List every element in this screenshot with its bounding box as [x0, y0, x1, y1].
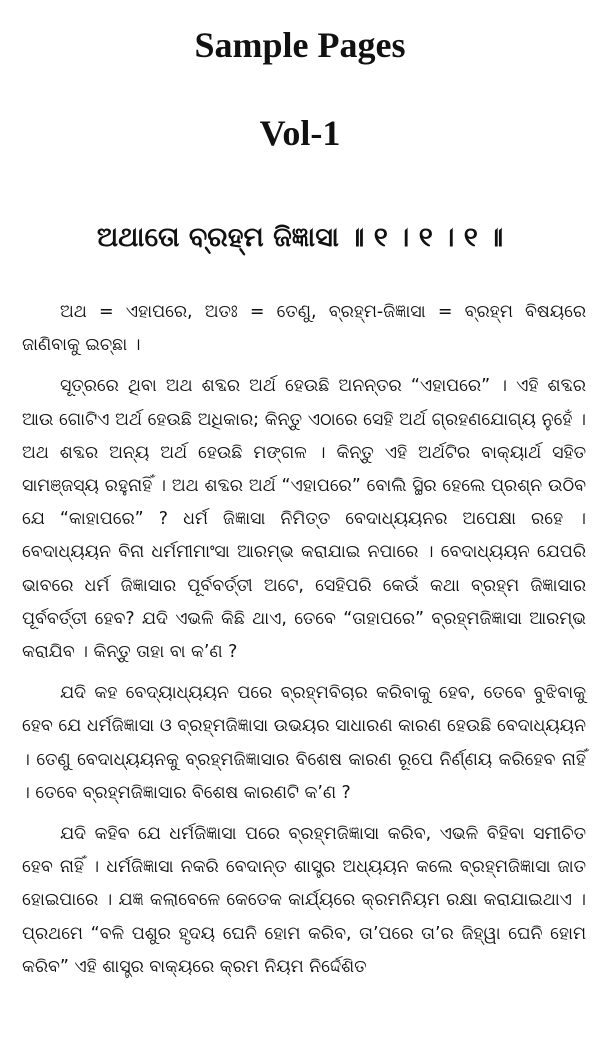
paragraph-4: ଯଦି କହିବ ଯେ ଧର୍ମଜିଜ୍ଞାସା ପରେ ବ୍ରହ୍ମଜିଜ୍ଞାସା କରିବ, ଏଭଳି ବିହିବା ସମୀଚିତ ହେବ ନାହିଁ । ଧର୍ମଜିଜ୍ଞାସା ନକରି ବେଦାନ୍ତ ଶାସ୍ତ୍ର ଅଧ୍ୟୟନ କଲେ ବ୍ରହ୍ମଜିଜ୍ଞାସା ଜାତ ହୋଇପାରେ । ଯଜ୍ଞ କଲାବେଳେ କେତେକ କାର୍ଯ୍ୟରେ କ୍ରମନିୟମ ରକ୍ଷା କରାଯାଇଥାଏ । ପ୍ରଥମେ “ବଳି ପଶୁର ହୃଦୟ ଘେନି ହୋମ କରିବ, ତା’ପରେ ତା’ର ଜିହ୍ୱା ଘେନି ହୋମ କରିବ” ଏହି ଶାସ୍ତ୍ର ବାକ୍ୟରେ କ୍ରମ ନିୟମ ନିର୍ଦ୍ଦେଶିତ	[22, 824, 586, 977]
volume-label: Vol-1	[259, 113, 341, 153]
paragraph-1: ଅଥ = ଏହାପରେ, ଅତଃ = ତେଣୁ, ବ୍ରହ୍ମ-ଜିଜ୍ଞାସା = ବ୍ରହ୍ମ ବିଷୟରେ ଜାଣିବାକୁ ଇଚ୍ଛା ।	[22, 302, 586, 356]
body-text	[22, 296, 586, 992]
sutra-heading: ଅଥାତୋ ବ୍ରହ୍ମ ଜିଜ୍ଞାସା ॥ ୧ । ୧ । ୧ ॥	[96, 222, 504, 253]
paragraph-3: ଯଦି କହ ବେଦ୍ୟାଧ୍ୟୟନ ପରେ ବ୍ରହ୍ମବିଚାର କରିବାକୁ ହେବ, ତେବେ ବୁଝିବାକୁ ହେବ ଯେ ଧର୍ମଜିଜ୍ଞାସା ଓ ବ୍ରହ୍ମଜିଜ୍ଞାସା ଉଭୟର ସାଧାରଣ କାରଣ ହେଉଛି ବେଦାଧ୍ୟୟନ । ତେଣୁ ବେଦାଧ୍ୟୟନକୁ ବ୍ରହ୍ମଜିଜ୍ଞାସାର ବିଶେଷ କାରଣ ରୂପେ ନିର୍ଣ୍ଣୟ କରିହେବ ନାହିଁ । ତେବେ ବ୍ରହ୍ମଜିଜ୍ଞାସାର ବିଶେଷ କାରଣଟି କ’ଣ ?	[22, 683, 586, 803]
page-title: Sample Pages	[194, 25, 406, 65]
paragraph-2: ସୂତ୍ରରେ ଥିବା ଅଥ ଶବ୍ଦର ଅର୍ଥ ହେଉଛି ଅନନ୍ତର “ଏହାପରେ” । ଏହି ଶବ୍ଦର ଆଉ ଗୋଟିଏ ଅର୍ଥ ହେଉଛି ଅଧିକାର; କିନ୍ତୁ ଏଠାରେ ସେହି ଅର୍ଥ ଗ୍ରହଣଯୋଗ୍ୟ ନୁହେଁ । ଅଥ ଶବ୍ଦର ଅନ୍ୟ ଅର୍ଥ ହେଉଛି ମଙ୍ଗଳ । କିନ୍ତୁ ଏହି ଅର୍ଥଟିର ବାକ୍ୟାର୍ଥ ସହିତ ସାମଞ୍ଜସ୍ୟ ରହୁନାହିଁ । ଅଥ ଶବ୍ଦର ଅର୍ଥ “ଏହାପରେ” ବୋଲି ସ୍ଥିର ହେଲେ ପ୍ରଶ୍ନ ଉଠିବ ଯେ “କାହାପରେ” ? ଧର୍ମ ଜିଜ୍ଞାସା ନିମିତ୍ତ ବେଦାଧ୍ୟୟନର ଅପେକ୍ଷା ରହେ । ବେଦାଧ୍ୟୟନ ବିନା ଧର୍ମମୀମାଂସା ଆରମ୍ଭ କରାଯାଇ ନପାରେ । ବେଦାଧ୍ୟୟନ ଯେପରି ଭାବରେ ଧର୍ମ ଜିଜ୍ଞାସାର ପୂର୍ବବର୍ତ୍ତୀ ଅଟେ, ସେହିପରି କେଉଁ କଥା ବ୍ରହ୍ମ ଜିଜ୍ଞାସାର ପୂର୍ବବର୍ତ୍ତୀ ହେବ? ଯଦି ଏଭଳି କିଛି ଥାଏ, ତେବେ “ତାହାପରେ” ବ୍ରହ୍ମଜିଜ୍ଞାସା ଆରମ୍ଭ କରାଯିବ । କିନ୍ତୁ ତାହା ବା କ’ଣ ?	[22, 376, 586, 663]
